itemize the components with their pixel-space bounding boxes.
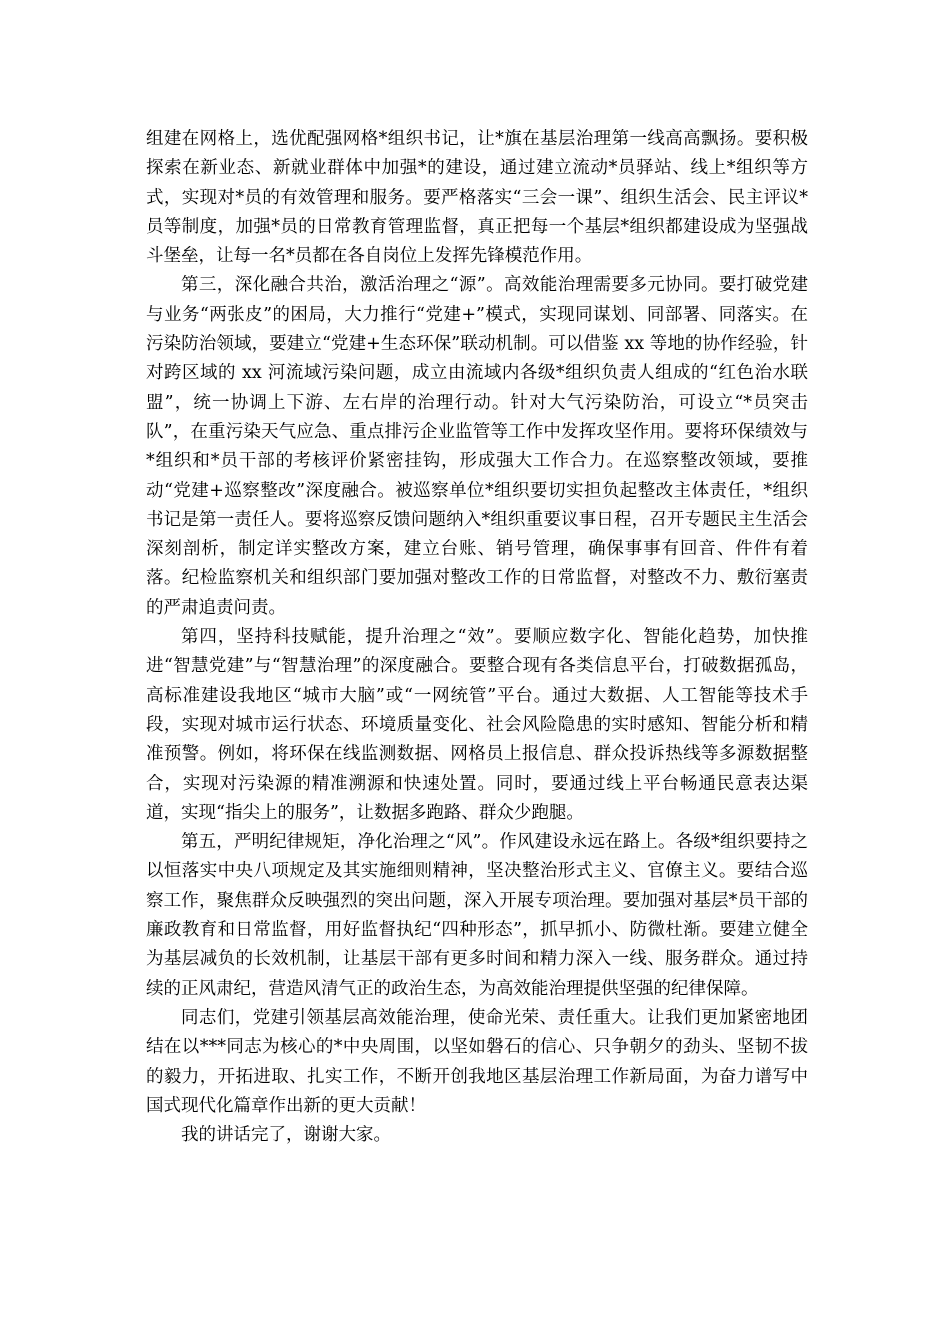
paragraph-third-point: 第三，深化融合共治，激活治理之“源”。高效能治理需要多元协同。要打破党建与业务“两张皮”的困局，大力推行“党建+”模式，实现同谋划、同部署、同落实。在污染防治领域，要建立“党建+生态环保”联动机制。可以借鉴 xx 等地的协作经验，针对跨区域的 xx 河流域污染问题，成立由流域内各级*组织负责人组成的“红色治水联盟”，统一协调上下游、左右岸的治理行动。针对大气污染防治，可设立“*员突击队”，在重污染天气应急、重点排污企业监管等工作中发挥攻坚作用。要将环保绩效与*组织和*员干部的考核评价紧密挂钩，形成强大工作合力。在巡察整改领域，要推动“党建+巡察整改”深度融合。被巡察单位*组织要切实担负起整改主体责任，*组织书记是第一责任人。要将巡察反馈问题纳入*组织重要议事日程，召开专题民主生活会深刻剖析，制定详实整改方案，建立台账、销号管理，确保事事有回音、件件有着落。纪检监察机关和组织部门要加强对整改工作的日常监督，对整改不力、敷衍塞责的严肃追责问责。 [146,275,808,618]
paragraph-fifth-point: 第五，严明纪律规矩，净化治理之“风”。作风建设永远在路上。各级*组织要持之以恒落实中央八项规定及其实施细则精神，坚决整治形式主义、官僚主义。要结合巡察工作，聚焦群众反映强烈的突出问题，深入开展专项治理。要加强对基层*员干部的廉政教育和日常监督，用好监督执纪“四种形态”，抓早抓小、防微杜渐。要建立健全为基层减负的长效机制，让基层干部有更多时间和精力深入一线、服务群众。通过持续的正风肃纪，营造风清气正的政治生态，为高效能治理提供坚强的纪律保障。 [146,832,808,999]
paragraph-continued: 组建在网格上，选优配强网格*组织书记，让*旗在基层治理第一线高高飘扬。要积极探索在新业态、新就业群体中加强*的建设，通过建立流动*员驿站、线上*组织等方式，实现对*员的有效管理和服务。要严格落实“三会一课”、组织生活会、民主评议*员等制度，加强*员的日常教育管理监督，真正把每一个基层*组织都建设成为坚强战斗堡垒，让每一名*员都在各自岗位上发挥先锋模范作用。 [146,129,808,267]
paragraph-thanks: 我的讲话完了，谢谢大家。 [181,1125,391,1146]
paragraph-fourth-point: 第四，坚持科技赋能，提升治理之“效”。要顺应数字化、智能化趋势，加快推进“智慧党建”与“智慧治理”的深度融合。要整合现有各类信息平台，打破数据孤岛，高标准建设我地区“城市大脑”或“一网统管”平台。通过大数据、人工智能等技术手段，实现对城市运行状态、环境质量变化、社会风险隐患的实时感知、智能分析和精准预警。例如，将环保在线监测数据、网格员上报信息、群众投诉热线等多源数据整合，实现对污染源的精准溯源和快速处置。同时，要通过线上平台畅通民意表达渠道，实现“指尖上的服务”，让数据多跑路、群众少跑腿。 [146,627,808,823]
document-body [146,125,808,1150]
paragraph-closing: 同志们，党建引领基层高效能治理，使命光荣、责任重大。让我们更加紧密地团结在以***同志为核心的*中央周围，以坚如磐石的信心、只争朝夕的劲头、坚韧不拔的毅力，开拓进取、扎实工作，不断开创我地区基层治理工作新局面，为奋力谱写中国式现代化篇章作出新的更大贡献！ [146,1007,808,1116]
